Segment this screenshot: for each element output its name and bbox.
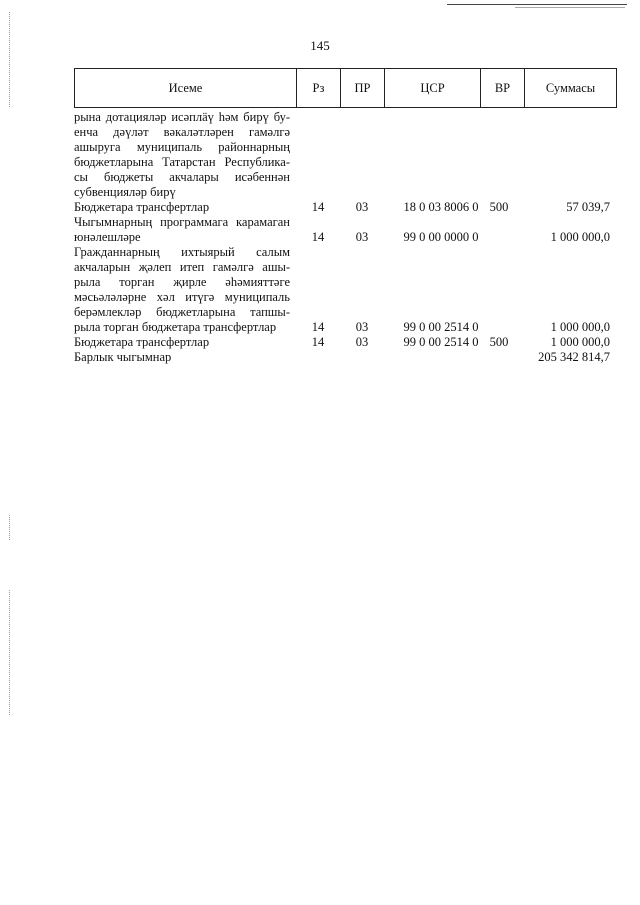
row-name <box>74 245 290 335</box>
top-rule <box>447 4 627 5</box>
table-header <box>74 68 617 108</box>
table-row <box>74 350 616 365</box>
top-rule-secondary <box>515 7 625 8</box>
row-name <box>74 335 290 350</box>
row-name-line: Барлык чыгымнар <box>74 350 172 364</box>
row-sum: 205 342 814,7 <box>538 350 610 364</box>
header-pr: ПР <box>341 69 385 108</box>
row-name-line: рыла торган бюджетара трансфертлар <box>74 320 277 334</box>
row-sum: 57 039,7 <box>566 200 610 214</box>
row-rz: 14 <box>311 200 325 214</box>
table-row <box>74 215 616 245</box>
table-row <box>74 200 616 215</box>
header-sum: Суммасы <box>525 69 617 108</box>
row-name-line: акчаларын җәлеп итеп гамәлгә ашы- <box>74 260 290 274</box>
row-pr: 03 <box>355 200 369 214</box>
row-name-line: Бюджетара трансфертлар <box>74 335 210 349</box>
header-rz: Рз <box>297 69 341 108</box>
row-name-line: рыла торган җирле әһәмияттәге <box>74 275 290 289</box>
table-row <box>74 335 616 350</box>
row-rz: 14 <box>311 230 325 244</box>
row-name <box>74 215 290 245</box>
row-name-line: сы бюджеты акчалары исәбеннән <box>74 170 290 184</box>
row-name-line: Бюджетара трансфертлар <box>74 200 210 214</box>
row-name-line: берәмлекләр бюджетларына тапшы- <box>74 305 290 319</box>
header-csr: ЦСР <box>385 69 481 108</box>
row-name-line: мәсьәләләрне хәл итүгә муниципаль <box>74 290 290 304</box>
row-name <box>74 110 290 200</box>
row-sum: 1 000 000,0 <box>550 230 610 244</box>
row-rz: 14 <box>311 335 325 349</box>
header-name: Исеме <box>75 69 297 108</box>
margin-scan-marks <box>9 590 10 715</box>
row-vr: 500 <box>489 200 509 214</box>
header-vr: ВР <box>481 69 525 108</box>
row-name-line: енча дәүләт вәкаләтләрен гамәлгә <box>74 125 290 139</box>
row-name-line: ашыруга муниципаль районнарның <box>74 140 290 154</box>
row-csr: 99 0 00 2514 0 <box>403 335 479 349</box>
row-rz: 14 <box>311 320 325 334</box>
row-pr: 03 <box>355 335 369 349</box>
row-name-line: субвенцияләр бирү <box>74 185 176 199</box>
row-sum: 1 000 000,0 <box>550 335 610 349</box>
row-name <box>74 200 290 215</box>
row-name-line: рына дотацияләр исәплäү һәм бирү бу- <box>74 110 290 124</box>
row-vr: 500 <box>489 335 509 349</box>
row-pr: 03 <box>355 320 369 334</box>
table-body <box>74 110 616 365</box>
page-number: 145 <box>310 38 330 53</box>
row-name-line: юнәлешләре <box>74 230 141 244</box>
row-csr: 99 0 00 2514 0 <box>403 320 479 334</box>
table-row <box>74 245 616 335</box>
margin-scan-marks <box>9 515 10 540</box>
margin-scan-marks <box>9 12 10 107</box>
row-name-line: Чыгымнарның программага карамаган <box>74 215 290 229</box>
row-name-line: Гражданнарның ихтыярый салым <box>74 245 290 259</box>
row-csr: 99 0 00 0000 0 <box>403 230 479 244</box>
row-name-line: бюджетларына Татарстан Республика- <box>74 155 290 169</box>
row-pr: 03 <box>355 230 369 244</box>
row-name <box>74 350 290 365</box>
row-csr: 18 0 03 8006 0 <box>403 200 479 214</box>
table-row <box>74 110 616 200</box>
row-sum: 1 000 000,0 <box>550 320 610 334</box>
